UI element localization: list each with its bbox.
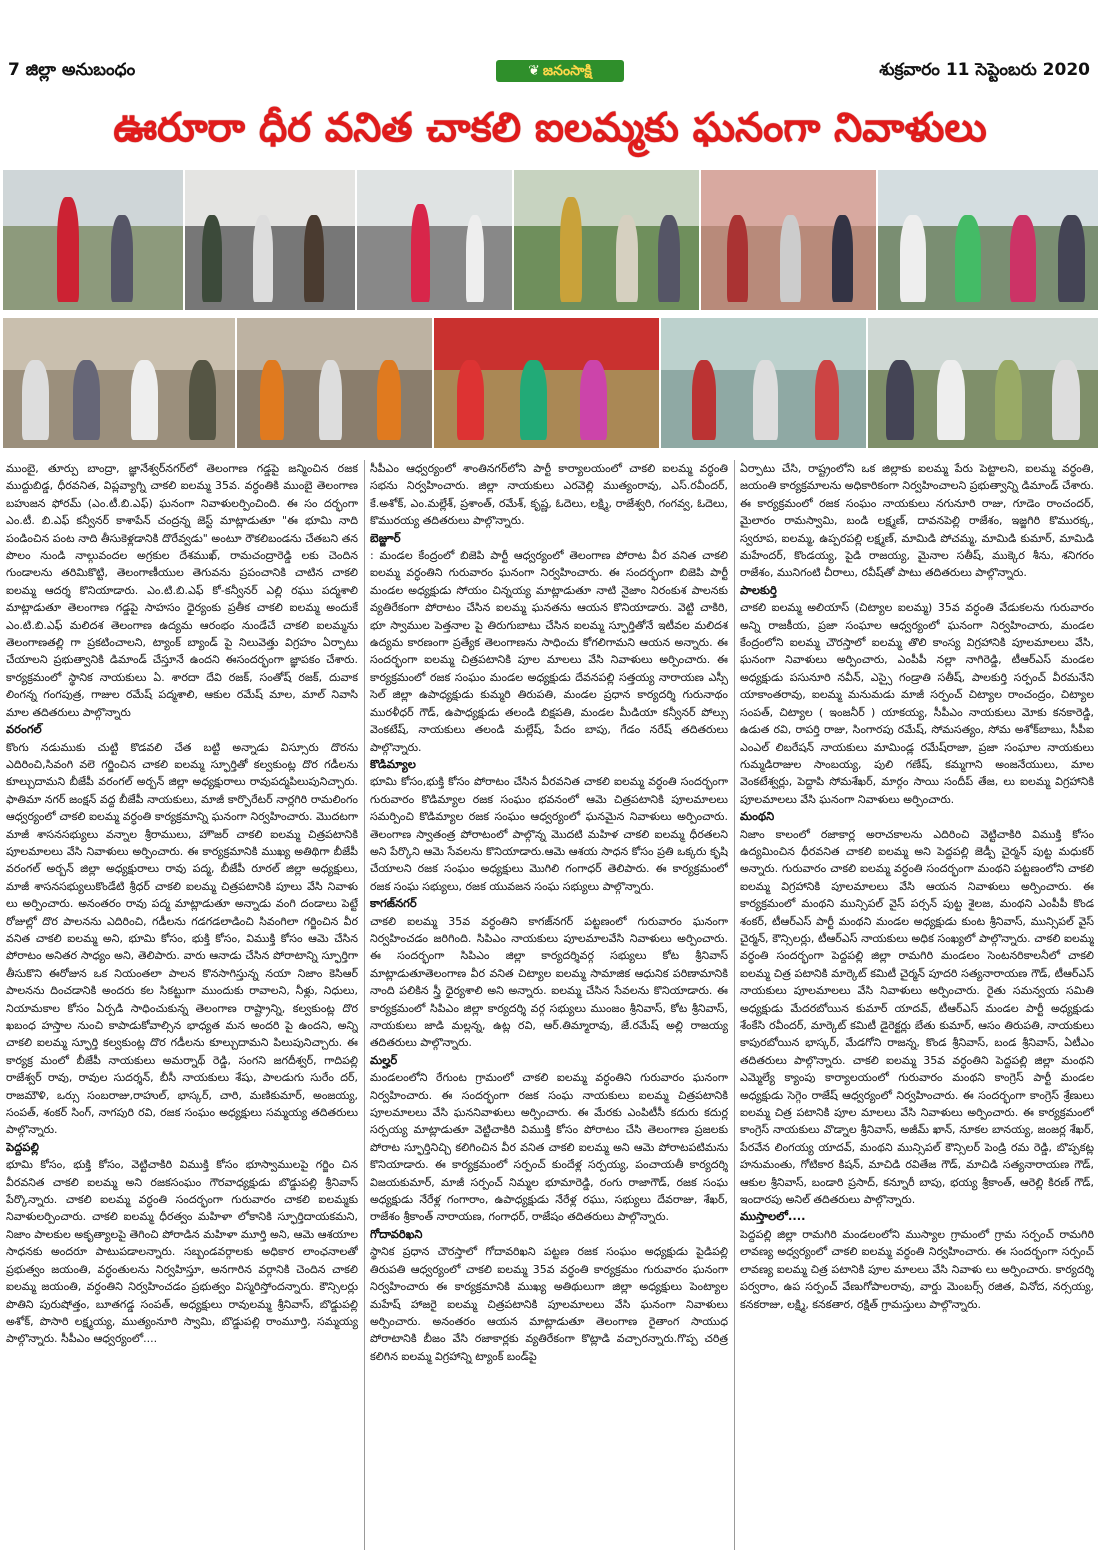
issue-date: శుక్రవారం 11 సెప్టెంబరు 2020: [879, 60, 1090, 80]
photo-person: [319, 360, 342, 441]
photo-village-crowd: [868, 318, 1098, 448]
column-divider: [734, 460, 735, 1550]
photo-person: [260, 360, 283, 441]
photo-seated-group: [3, 318, 235, 448]
photo-person: [616, 215, 638, 302]
photo-person: [1058, 215, 1084, 302]
dateline-mustyala: ముస్తాలలో....: [740, 1209, 806, 1224]
photo-person: [189, 360, 217, 441]
article-paragraph: చాకలి ఐలమ్మ అలియాస్ (చిట్యాల ఐలమ్మ) 35వ వర్ధంతి వేడుకలను గురువారం అన్ని రాజకీయ, ప్రజా సంఘాల ఆధ్వర్యంలో ఘనంగా నిర్వహించారు, మండల కేంద్రంలోని ఐలమ్మ చౌరస్తాలో ఐలమ్మ తొలి కాంస్య విగ్రహానికి పూలమాలలు వేసి, ఘనంగా నివాళులు అర్పించారు, ఎంపీపీ నల్లా నాగిరెడ్డి, టీఆర్ఎస్ మండల అధ్యక్షుడు పసునూరి నవీన్, ఎస్సై గండ్రాతి సతీష్, పాలకుర్తి సర్పంచ్ వీరమనేని యాకాంతరావు, ఐలమ్మ మనుమడు మాజీ సర్పంచ్ చిట్యాల రాంచంద్రం, చిట్యాల సంపత్, చిట్యాల ( ఇంజనీర్ ) యాకయ్య, సీపీఎం నాయకులు మోకు కనకారెడ్డి, ఉడుత రవి, రాపర్తి రాజు, సింగారపు రమేష్, సోమసత్యం, సోమ అశోక్‌బాబు, సీపీఐ ఎంఎల్ లిబరేషన్ నాయకులు మామిండ్ల రమేష్‌రాజా, ప్రజా సంఘాల నాయకులు గుమ్మడిరాజుల సాంబయ్య, పులి గణేష్, కమ్మగాని అంజనేయులు, మాల వెంకటేశ్వర్లు, పెద్దాపి సోమశేఖర్, మార్గం సాయి సందీప్ తేజ, లు ఐలమ్మ విగ్రహానికి పూలమాలలు వేసి ఘనంగా నివాళులు అర్పించారు.: [740, 601, 1094, 806]
photo-statue: [57, 197, 79, 302]
photo-person: [815, 360, 840, 441]
dateline-kodimyala: కొడిమ్యాల: [370, 756, 416, 771]
photo-sky: [357, 170, 512, 226]
article-paragraph: పెద్దపల్లి జిల్లా రామగిరి మండలంలోని ముస్యాల గ్రామంలో గ్రామ సర్పంచ్ రామగిరి లావణ్య అధ్వర్యంలో చాకలి ఐలమ్మ వర్ధంతి నిర్వహించారు. ఈ సందర్భంగా సర్పంచ్ లావణ్య ఐలమ్మ చిత్ర పటానికి పూల మాలలు వేసి నివాళు లు అర్పించారు. కార్యదర్శి పర్వరాం, ఉప సర్పంచ్ వేణుగోపాలరావు, వార్డు మెంబర్స్ రజిత, వినోద, నర్సయ్య, కనకరాజు, లక్ష్మి, కనకతార, రక్షిత్ గ్రామస్తులు పాల్గొన్నారు.: [740, 1227, 1094, 1311]
photo-person: [520, 360, 547, 441]
article-paragraph: మండలంలోని రేగుంట గ్రామంలో చాకలి ఐలమ్మ వర్ధంతిని గురువారం ఘనంగా నిర్వహించారు. ఈ సందర్భంగా రజక సంఘ నాయకులు ఐలమ్మ చిత్రపటానికి పూలమాలలు వేసి ఘననివాళులు అర్పించారు. ఈ మేరకు ఎంపిటీసీ కదురు కదుర్ల సర్పయ్య మాట్లాడుతూ వెట్టిచాకిరి విముక్తి కోసం పోరాటం చేసి తెలంగాణ ప్రజలకు పోరాట స్ఫూర్తినిచ్చి కలిగించిన వీర వనిత చాకలి ఐలమ్మ అని ఆమె పోరాటపటిమను కొనియాడారు. ఈ కార్యక్రమంలో సర్పంచ్ కుందేళ్ల సర్పయ్య, పంచాయతీ కార్యదర్శి విజయకుమార్, మాజీ సర్పంచ్ నిమ్మల భూమారెడ్డి, రంగు రాజాగౌడ్, రజక సంఘ అధ్యక్షుడు నేరేళ్ల గంగారాం, ఉపాధ్యక్షుడు నేరేళ్ల రఘు, సభ్యులు దేవరాజు, శేఖర్, రాజేశం శ్రీకాంత్ నారాయణ, గంగాధర్, రాజేషం తదితరులు పాల్గొన్నారు.: [370, 1071, 728, 1224]
dateline-peddapalli: పెద్దపల్లి: [6, 1139, 39, 1154]
dateline-malhar: మల్హర్: [370, 1052, 398, 1067]
photo-hall-tribute: [661, 318, 866, 448]
photo-person: [131, 360, 159, 441]
page-header: [0, 0, 1100, 95]
photo-person: [900, 215, 926, 302]
photo-person: [202, 215, 222, 302]
photo-person: [832, 215, 853, 302]
dateline-kagaznagar: కాగజ్‌నగర్: [370, 896, 417, 911]
photo-statue: [411, 204, 430, 302]
photo-fists-raised: [185, 170, 355, 310]
photo-person: [995, 360, 1023, 441]
article-paragraph: ఏర్పాటు చేసి, రాష్ట్రంలోని ఒక జిల్లాకు ఐలమ్మ పేరు పెట్టాలని, ఐలమ్మ వర్ధంతి, జయంతి కార్యక్రమాలను అధికారికంగా నిర్వహించాలని ప్రభుత్వాన్ని డిమాండ్ చేశారు. ఈ కార్యక్రమంలో రజక సంఘం నాయకులు నగునూరి రాజు, గూడెం రాంచందర్, మైలారం రామస్వామి, బండి లక్ష్మణ్, దావనపెల్లి రాజేశం, ఇజ్జగిరి కొమురక్క, స్వరూప, ఐలమ్మ, ఉప్పరపల్లి లక్ష్మణ్, మామిడి పోచమ్మ, మామిడి కుమార్, మామిడి మహేందర్, కొండయ్య, పైడి రాజయ్య, మైనాల సతీష్, ముక్కెర శీను, శనిగరం రాజేశం, మునిగంటి చీరాలు, రవీష్‌తో పాటు తదితరులు పాల్గొన్నారు.: [740, 462, 1094, 580]
photo-person: [111, 215, 133, 302]
photo-person: [1052, 360, 1080, 441]
article-paragraph: భూమి కోసం,భుక్తి కోసం పోరాటం చేసిన వీరవనిత చాకలి ఐలమ్మ వర్ధంతి సందర్భంగా గురువారం కొడిమ్యాల రజక సంఘం భవనంలో ఆమె చిత్రపటానికి పూలమాలలు సమర్పించి కొడిమ్యాల రజక సంఘం ఆధ్వర్యంలో ఘనమైన నివాళులు అర్పించారు. తెలంగాణ స్వాతంత్ర పోరాటంలో పాల్గొన్న మొదటి మహిళ చాకలి ఐలమ్మ ధీరతలని అని పేర్కొని ఆమె సేవలను కొనియాడారు.ఆమె ఆశయ సాధన కోసం ప్రతి ఒక్కరు కృషి చేయాలని రజక సంఘం అధ్యక్షులు మొగిలి గంగాధర్ తెలిపారు. ఈ కార్యక్రమంలో రజక సంఘ సభ్యులు, రజక యువజన సంఘ సభ్యులు పాల్గొన్నారు.: [370, 775, 728, 893]
photo-person: [955, 215, 981, 302]
dateline-palakurthi: పాలకుర్తి: [740, 582, 777, 597]
photo-person: [753, 360, 778, 441]
photo-indoor-portrait: [701, 170, 876, 310]
article-column-1: [6, 460, 358, 1555]
photo-statue-gathering: [3, 170, 183, 310]
photo-person: [727, 215, 748, 302]
photo-statue: [560, 197, 582, 302]
photo-saffron-group: [237, 318, 432, 448]
article-paragraph: : మండల కేంద్రంలో బిజెపి పార్టీ ఆధ్వర్యంలో తెలంగాణ పోరాట వీర వనిత చాకలి ఐలమ్మ వర్ధంతిని గురువారం ఘనంగా నిర్వహించారు. ఈ సందర్భంగా బిజెపి పార్టీ మండల అధ్యక్షుడు సోయం చిన్నయ్య మాట్లాడుతూ నాటి నైజాం నిరంకుశ పాలనకు వ్యతిరేకంగా పోరాటం చేసిన ఐలమ్మ ఘనతను ఆయన కొనియాడారు. వెట్టి చాకిరి, భూ స్వాముల పెత్తనాల పై తిరుగుబాటు చేసిన ఐలమ్మ స్ఫూర్తితోనే ఇటీవల మలిదశ ఉద్యమ కారణంగా ప్రత్యేక తెలంగాణను సాధించు కోగలిగామని ఆయన అన్నారు. ఈ సందర్భంగా ఐలమ్మ చిత్రపటానికి పూల మాలలు వేసి నివాళులు అర్పించారు. ఈ కార్యక్రమంలో రజక సంఘం మండల అధ్యక్షుడు దేవనపల్లి సత్తయ్య నారాయణ ఎస్సీ సెల్ జిల్లా ఉపాధ్యక్షుడు కుమ్మరి తిరుపతి, మండల ప్రధాన కార్యదర్శి గురునాథం మురళీధర్ గౌడ్, ఉపాధ్యక్షుడు తలండి బిక్షపతి, మండల మీడియా కన్వీనర్ పోల్సు వెంకటేష్, నాయకులు తలండి మల్లేష్, పేదం బాపు, గేడం నరేష్ తదితరులు పాల్గొన్నారు.: [370, 549, 728, 754]
article-paragraph: భూమి కోసం, భుక్తి కోసం, వెట్టిచాకిరి విముక్తి కోసం భూస్వాములపై గర్జిం చిన వీరవనిత చాకలి ఐలమ్మ అని రజకసంఘం గౌరవాధ్యక్షుడు బొడ్డుపల్లి శ్రీనివాస్ పేర్కొన్నారు. చాకలి ఐలమ్మ వర్ధంతి సందర్భంగా గురువారం చాకలి ఐలమ్మకు నివాళులర్పించారు. చాకలి ఐలమ్మ ధీరత్వం మహిళా లోకానికి స్ఫూర్తిదాయకమని, నిజాం పాలకుల అకృత్యాలపై తెగించి పోరాడిన మహిళా మూర్తి అని, ఆమె ఆశయాల సాధనకు అందరూ పాటుపడాలన్నారు. సబ్బండవర్గాలకు అధికార లాంఛనాలతో ప్రభుత్వం జయంతి, వర్ధంతులను నిర్వహిస్తూ, అనగారిన వర్గానికి చెందిన చాకలి ఐలమ్మ జయంతి, వర్ధంతిని నిర్వహించడం ప్రభుత్వం విస్మరిస్తోందన్నారు. కౌన్సిలర్లు పొతిని పురుషోత్తం, బూతగడ్డ సంపత్, అధ్యక్షులు రావులమ్మ శ్రీనివాస్, బొడ్డుపల్లి అశోక్, పొసారి లక్ష్మయ్య, ముత్యంనూరి స్వామి, బొడ్డుపల్లి రాంమూర్తి, సమ్మయ్య పాల్గొన్నారు. సీపీఎం ఆధ్వర్యంలో....: [6, 1158, 358, 1346]
article-paragraph: స్థానిక ప్రధాన చౌరస్తాలో గోదావరిఖని పట్టణ రజక సంఘం అధ్యక్షుడు పైడిపల్లి తిరుపతి ఆధ్వర్యంలో చాకలి ఐలమ్మ 35వ వర్ధంతి కార్యక్రమం గురువారం ఘనంగా నిర్వహించారు ఈ కార్యక్రమానికి ముఖ్య అతిథులుగా జిల్లా అధ్యక్షులు పెంట్యాల మహేష్ హాజరై ఐలమ్మ చిత్రపటానికి పూలమాలలు వేసి ఘనంగా నివాళులు అర్పించారు. అనంతరం ఆయన మాట్లాడుతూ తెలంగాణ రైతాంగ సాయుధ పోరాటానికి బీజం వేసి రజాకార్లకు వ్యతిరేకంగా కొట్లాడి వచ్చారన్నారు.గొప్ప చరిత్ర కలిగిన ఐలమ్మ విగ్రహాన్ని ట్యాంక్ బండ్‌పై: [370, 1245, 728, 1363]
dateline-bejjur: బెజ్జూర్: [370, 530, 401, 545]
article-column-2: [370, 460, 728, 1555]
photo-person: [937, 360, 965, 441]
photo-street-gathering: [878, 170, 1098, 310]
dateline-warangal: వరంగల్: [6, 722, 42, 737]
photo-person: [304, 215, 324, 302]
photo-person: [692, 360, 717, 441]
photo-person: [377, 360, 400, 441]
article-paragraph: నిజాం కాలంలో రజాకార్ల అరాచకాలను ఎదిరించి వెట్టిచాకిరి విముక్తి కోసం ఉద్యమించిన ధీరవనిత చాకలి ఐలమ్మ అని పెద్దపల్లి జెడ్పీ చైర్మన్ పుట్ట మధుకర్ అన్నారు. గురువారం చాకలి ఐలమ్మ వర్ధంతి సందర్భంగా మంథని పట్టణంలోని చాకలి ఐలమ్మ విగ్రహానికి పూలమాలలు వేసి ఆయన నివాళులు అర్పించారు. ఈ కార్యక్రమంలో మంథని మున్సిపల్ వైస్ పర్సన్ పుట్ట శైలజ, మంథని ఎంపీపీ కొండ శంకర్, టీఆర్ఎస్ పార్టీ మంథని మండల అధ్యక్షుడు కుంట శ్రీనివాస్, మున్సిపల్ వైస్ చైర్మన్, కౌన్సిలర్లు, టీఆర్ఎస్ నాయకులు అధిక సంఖ్యలో పాల్గొన్నారు. చాకలి ఐలమ్మ వర్ధంతి సందర్భంగా పెద్దపల్లి జిల్లా రామగిరి మండలం సెంటనరికాలనీలో చాకలి ఐలమ్మ చిత్ర పటానికి మార్కెట్ కమిటీ చైర్మన్ పూదరి సత్యనారాయణ గౌడ్, టీఆర్ఎస్ నాయకులు పూలమాలలు వేసి నివాళులు అర్పించారు. రైతు సమన్వయ సమితి అధ్యక్షుడు మేదరబోయిన కుమార్ యాదవ్, టీఆర్ఎస్ మండల పార్టీ అధ్యక్షుడు శేంకేసి రవీందర్, మార్కెట్ కమిటీ డైరెక్టర్లు బేతు కుమార్, ఆసం తిరుపతి, నాయకులు కాపురబోయిన భాస్కర్, మేడగోని రాజన్న, కొండ శ్రీనివాస్, బండ శ్రీనివాస్, ఏటీఎం తదితరులు పాల్గొన్నారు. చాకలి ఐలమ్మ 35వ వర్ధంతిని పెద్దపల్లి జిల్లా మంథని ఎమ్మెల్యే క్యాంపు కార్యాలయంలో గురువారం మంథని కాంగ్రెస్ పార్టీ మండల అధ్యక్షుడు సెగ్గెం రాజేష్ ఆధ్వర్యంలో నిర్వహించారు. ఈ సందర్భంగా కాంగ్రెస్ శ్రేణులు ఐలమ్మ చిత్ర పటానికి పూల మాలలు వేసి నివాళులు అర్పించారు. ఈ కార్యక్రమంలో కాంగ్రెస్ నాయకులు వొడ్నాల శ్రీనివాస్, అజీమ్ ఖాన్, నూకల బానయ్య, జంజర్ల శేఖర్, పేరవేన లింగయ్య యాదవ్, మంథని మున్సిపల్ కౌన్సిలర్ పెండ్రి రమ రెడ్డి, బొప్పకట్ల హనుమంతు, గోటికార కిషన్, మాచిడి రవితేజ గౌడ్, మాచిడి సత్యనారాయణ గౌడ్, ఆకుల శ్రీనివాస్, బండారి ప్రసాద్, కన్నూరీ బాపు, భయ్య శ్రీకాంత్, ఆరెల్లి కిరణ్ గౌడ్, ఇందారపు అనిల్ తదితరులు పాల్గొన్నారు.: [740, 827, 1094, 1207]
photo-sky: [3, 170, 183, 226]
page-headline: ఊరూరా ధీర వనిత చాకలి ఐలమ్మకు ఘనంగా నివాళులు: [0, 96, 1100, 160]
photo-person: [886, 360, 914, 441]
article-paragraph: సీపీఎం ఆధ్వర్యంలో శాంతినగర్‌లోని పార్టీ కార్యాలయంలో చాకలి ఐలమ్మ వర్ధంతి సభను నిర్వహించారు. జిల్లా నాయకులు ఎరవెల్లి ముత్యంరావు, ఎస్.రవీందర్, కే.అశోక్, ఎం.మల్లేశ్, ప్రశాంత్, రమేశ్, కృష్ణ, ఓదెలు, లక్ష్మి, రాజేశ్వరి, గంగవ్వ, ఓదెలు, కొమురయ్య తదితరులు పాల్గొన్నారు.: [370, 462, 728, 528]
photo-women-statue: [357, 170, 512, 310]
dateline-godavarikhani: గోదావరిఖని: [370, 1226, 423, 1241]
photo-person: [457, 360, 484, 441]
newspaper-logo: [496, 60, 624, 82]
photo-collage: [0, 168, 1100, 450]
photo-person: [658, 215, 680, 302]
page-folio: 7 జిల్లా అనుబంధం: [8, 60, 136, 80]
photo-person: [73, 360, 101, 441]
photo-person: [22, 360, 50, 441]
leaf-icon: ❦: [528, 63, 540, 79]
photo-red-flag-rally: [434, 318, 659, 448]
dateline-manthani: మంథని: [740, 809, 775, 824]
photo-person: [1010, 215, 1036, 302]
article-paragraph: ముంబై, తూర్పు బాంద్రా, జ్ఞానేశ్వర్‌నగర్‌లో తెలంగాణ గడ్డపై జన్మించిన రజక ముద్దుబిడ్డ, ధీరవనిత, విప్లవ్యాగ్ని చాకలి ఐలమ్మ 35వ. వర్ధంతికి ముంబై తెలంగాణ బహుజన ఫోరమ్ (ఎం.టీ.బి.ఎఫ్) ఘనంగా నివాళులర్పించింది. ఈ సం దర్భంగా ఎం.టీ. బి.ఎఫ్ కన్వీనర్ కాశాపేన్ చంద్రన్న జెస్ట్ మాట్లాడుతూ "ఈ భూమి నాది పండించిన పంట నాది తీసుకెళ్లడానికి దొరేవ్వడు" అంటూ రౌకలిబండను చేతబని తన పొలం నుండి నాల్గువందల అగ్రకుల దేశముఖ్, రామచంద్రారెడ్డి లకు చెందిన గుండాలను తరిమికొట్టి, తెలంగాణీయుల తెగువను ప్రపంచానికి చాటిన చాకలి ఐలమ్మ ఆదర్శ కొనియాడారు. ఎం.టి.బి.ఎఫ్ కో-కన్వీనర్ ఎల్లి రఘు పద్మశాలి మాట్లాడుతూ తెలంగాణ గడ్డపై సాహసం ధైర్యంకు ప్రతీక చాకలి ఐలమ్మ అందుకే ఎం.టి.బి.ఎఫ్ మలిదశ తెలంగాణ ఉద్యమ ఆరంభం నుండేచే చాకలి ఐలమ్మను తెలంగాణతల్లి గా ప్రకటించాలని, ట్యాంక్ బ్యాండ్ పై నిలువెత్తు విగ్రహం ఏర్పాటు చేయాలని ప్రభుత్వానికి డిమాండ్ చేస్తూనే ఉందని ఈసందర్భంగా జ్ఞాపకం చేశారు. కార్యక్రమంలో స్థానిక నాయకులు ఏ. శారదా దేవి రజక్, సంతోష్ రజక్, దువాక లింగన్న గంగపుత్ర, గాజుల రమేష్ పద్మశాలి, ఆకుల రమేష్ మాల, మాల్ నివాసి మాల తదితరులు పాల్గొన్నారు: [6, 462, 358, 719]
column-divider: [364, 460, 365, 1550]
photo-person: [466, 215, 485, 302]
photo-person: [253, 215, 273, 302]
logo-text: జనంసాక్షి: [542, 63, 592, 79]
photo-garlanded-statue: [514, 170, 699, 310]
article-column-3: [740, 460, 1094, 1555]
photo-person: [580, 360, 607, 441]
article-paragraph: చాకలి ఐలమ్మ 35వ వర్ధంతిని కాగజ్‌నగర్ పట్టణంలో గురువారం ఘనంగా నిర్వహించడం జరిగింది. సిపిఎం నాయకులు పూలమాలవేసి నివాళులు అర్పించారు. ఈ సందర్భంగా సిపిఎం జిల్లా కార్యదర్శివర్గ సభ్యులు కోట శ్రీనివాస్ మాట్లాడుతూతెలంగాణ వీర వనిత చిట్యాల ఐలమ్మ సామాజిక ఆధునిక పరిణామానికి నాంది పలికిన స్త్రీ ధైర్యశాలి అని అన్నారు. ఐలమ్మ చేసిన సేవలను కొనియాడారు. ఈ కార్యక్రమంలో సిపిఎం జిల్లా కార్యదర్శి వర్గ సభ్యులు ముంజం శ్రీనివాస్, కోట శ్రీనివాస్, నాయకులు జాడి మల్లన్న, ఉట్ల రవి, ఆర్.తిమ్మారావు, జే.రమేష్ అల్లి రాజయ్య తదితరులు పాల్గొన్నారు.: [370, 914, 728, 1050]
article-paragraph: కొంగు నడుముకు చుట్టి కొడవలి చేత బట్టి అన్నాడు విస్సూరు దొరను ఎదిరించి,సివంగి వలె గర్జించిన చాకలి ఐలమ్మ స్ఫూర్తితో కల్వకుంట్ల దొర గడీలను కూల్చుదామని బీజేపీ వరంగల్ అర్బన్ జిల్లా అధ్యక్షురాలు రావుపద్మపిలుపునిచ్చారు. ఫాతిమా నగర్ జంక్షన్ వద్ద బీజేపీ నాయకులు, మాజీ కార్పొరేటర్ నార్లగిరి రామలింగం ఆధ్వర్యంలో చాకలి ఐలమ్మ వర్ధంతి కార్యక్రమాన్ని ఘనంగా నిర్వహించారు. మొదటగా మాజీ శాసనసభ్యులు వన్నాల శ్రీరాములు, హౌజర్ చాకలి ఐలమ్మ చిత్రపటానికి పూలమాలలు వేసి నివాళులు అర్పించారు. ఈ కార్యక్రమానికి ముఖ్య అతిథిగా బీజేపీ వరంగల్ అర్బన్ జిల్లా అధ్యక్షురాలు రావు పద్మ, బీజేపీ రూరల్ జిల్లా అధ్యక్షులు, మాజీ శాసనసభ్యులుకొండేటి శ్రీధర్ చాకలి ఐలమ్మ చిత్రపటానికి పూలు వేసి నివాళు లు అర్పించారు. అనంతరం రావు పద్మ మాట్లాడుతూ అన్నాడు వంగి దండాలు పెట్టే రోజుల్లో దొర పాలనను ఎదిరించి, గడీలను గడగడలాడించి సివంగిలా గర్జించిన వీర వనిత చాకలి ఐలమ్మ అని, భూమి కోసం, భుక్తి కోసం, విముక్తి కోసం ఆమె చేసిన పోరాటం అనితర సాధ్యం అని, తెలిపారు. వారు ఆనాడు చేసిన పోరాటాన్ని స్ఫూర్తిగా తీసుకొని ఈరోజున ఒక నియంతలా పాలన కొనసాగిస్తున్న నయా నిజాం కెసిఆర్ పాలనను దించడానికి అందరు కల సికట్టుగా ముందుకు రావాలని, నీళ్లు, నిధులు, నియామకాల కోసం ఏర్పడి సాధించుకున్న తెలంగాణ రాష్ట్రాన్ని, కల్వకుంట్ల దొర ఖబంధ హస్తాల నుంచి కాపాడుకోవాల్సిన భాధ్యత మన అందరి పై ఉందని, అన్ని చాకలి ఐలమ్మ స్ఫూర్తి కల్వకుంట్ల దొర గడీలను కూల్చుదామని పిలుపునిచ్చారు. ఈ కార్యక్ర మంలో బీజేపీ నాయకులు అమర్నాథ్ రెడ్డి, సంగని జగదీశ్వర్, గాదిపల్లి రాజేశ్వర్ రావు, రావుల సుదర్శన్, బీసీ నాయకులు శేషు, పాలడుగు సురేం దర్, రాజమౌళి, ఒర్సు సంబరాజు,రాహుల్, భాస్కర్, చారి, మణికుమార్, అంజయ్య, సంపత్, శంకర్ సింగ్, నాగపురి రవి, రజక సంఘం అధ్యక్షులు సమ్మయ్య తదితరులు పాల్గొన్నారు.: [6, 740, 358, 1137]
photo-person: [780, 215, 801, 302]
